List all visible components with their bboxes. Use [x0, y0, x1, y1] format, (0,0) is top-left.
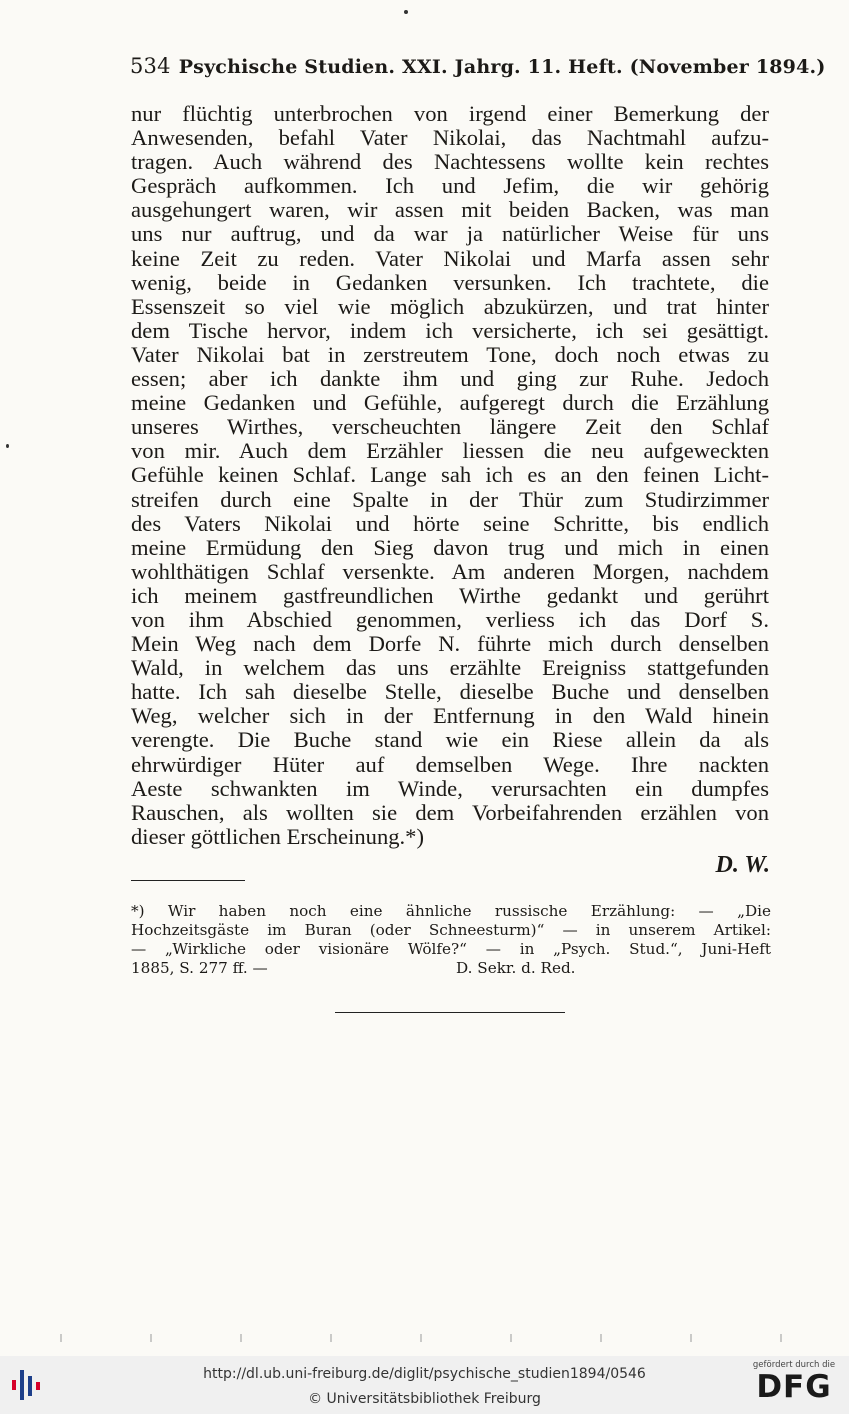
dfg-tagline: gefördert durch die: [752, 1360, 836, 1370]
footnote-separator: [131, 880, 245, 881]
footnote-line: — „Wirkliche oder visionäre Wölfe?“ — in „Psych. Stud.“, Juni-Heft: [131, 940, 771, 958]
text-line: wenig, beide in Gedanken versunken. Ich trachtete, die: [131, 270, 769, 295]
footnote-line: Hochzeitsgäste im Buran (oder Schneesturm)“ — in unserem Artikel:: [131, 921, 771, 939]
copyright-notice: © Universitätsbibliothek Freiburg: [308, 1391, 541, 1407]
scan-speck: [6, 444, 9, 448]
body-text: [131, 102, 769, 849]
text-line: meine Gedanken und Gefühle, aufgeregt durch die Erzählung: [131, 391, 769, 416]
footnote: [131, 902, 771, 978]
text-line: Anwesenden, befahl Vater Nikolai, das Nachtmahl aufzu-: [131, 126, 769, 151]
text-line: Essenszeit so viel wie möglich abzukürzen, und trat hinter: [131, 294, 769, 319]
text-line: uns nur auftrug, und da war ja natürlicher Weise für uns: [131, 222, 769, 247]
text-line: Weg, welcher sich in der Entfernung in den Wald hinein: [131, 704, 769, 729]
text-line: tragen. Auch während des Nachtessens wollte kein rechtes: [131, 150, 769, 175]
text-line: unseres Wirthes, verscheuchten längere Zeit den Schlaf: [131, 415, 769, 440]
text-line: Aeste schwankten im Winde, verursachten ein dumpfes: [131, 776, 769, 801]
text-line: des Vaters Nikolai und hörte seine Schritte, bis endlich: [131, 511, 769, 536]
text-line: verengte. Die Buche stand wie ein Riese allein da als: [131, 728, 769, 753]
text-line: nur flüchtig unterbrochen von irgend einer Bemerkung der: [131, 102, 769, 126]
text-line: dieser göttlichen Erscheinung.*): [131, 824, 425, 849]
text-line: Vater Nikolai bat in zerstreutem Tone, doch noch etwas zu: [131, 342, 769, 367]
text-line: ich meinem gastfreundlichen Wirthe gedankt und gerührt: [131, 583, 769, 608]
footnote-line: 1885, S. 277 ff. — D. Sekr. d. Red.: [131, 959, 576, 977]
text-line: von mir. Auch dem Erzähler liessen die neu aufgeweckten: [131, 439, 769, 464]
text-line: Gefühle keinen Schlaf. Lange sah ich es an den feinen Licht-: [131, 463, 769, 488]
running-title: Psychische Studien. XXI. Jahrg. 11. Heft. (November 1894.): [178, 56, 826, 78]
source-url[interactable]: http://dl.ub.uni-freiburg.de/diglit/psychische_studien1894/0546: [203, 1366, 646, 1382]
text-line: keine Zeit zu reden. Vater Nikolai und Marfa assen sehr: [131, 246, 769, 271]
running-header: [130, 54, 826, 78]
text-line: Wald, in welchem das uns erzählte Ereigniss stattgefunden: [131, 656, 769, 681]
page-number: 534: [130, 54, 171, 78]
author-signature: D. W.: [715, 852, 770, 878]
text-line: Gespräch aufkommen. Ich und Jefim, die wir gehörig: [131, 174, 769, 199]
end-rule: [335, 1012, 565, 1013]
text-line: dem Tische hervor, indem ich versicherte, ich sei gesättigt.: [131, 318, 769, 343]
text-line: ausgehungert waren, wir assen mit beiden Backen, was man: [131, 198, 769, 223]
text-line: hatte. Ich sah dieselbe Stelle, dieselbe Buche und denselben: [131, 680, 769, 705]
text-line: Mein Weg nach dem Dorfe N. führte mich durch denselben: [131, 632, 769, 657]
text-line: Rauschen, als wollten sie dem Vorbeifahrenden erzählen von: [131, 800, 769, 825]
scan-speck: [404, 10, 408, 14]
dfg-logo: [749, 1360, 839, 1404]
text-line: wohlthätigen Schlaf versenkte. Am anderen Morgen, nachdem: [131, 559, 769, 584]
text-line: essen; aber ich dankte ihm und ging zur Ruhe. Jedoch: [131, 367, 769, 392]
dfg-wordmark: DFG: [756, 1369, 832, 1405]
text-line: meine Ermüdung den Sieg davon trug und mich in einen: [131, 535, 769, 560]
text-line: von ihm Abschied genommen, verliess ich das Dorf S.: [131, 607, 769, 632]
footnote-line: *) Wir haben noch eine ähnliche russische Erzählung: — „Die: [131, 902, 771, 920]
text-line: streifen durch eine Spalte in der Thür zum Studirzimmer: [131, 487, 769, 512]
viewer-footer: [0, 1356, 849, 1414]
scan-artifacts: [20, 1334, 820, 1342]
text-line: ehrwürdiger Hüter auf demselben Wege. Ihre nackten: [131, 752, 769, 777]
